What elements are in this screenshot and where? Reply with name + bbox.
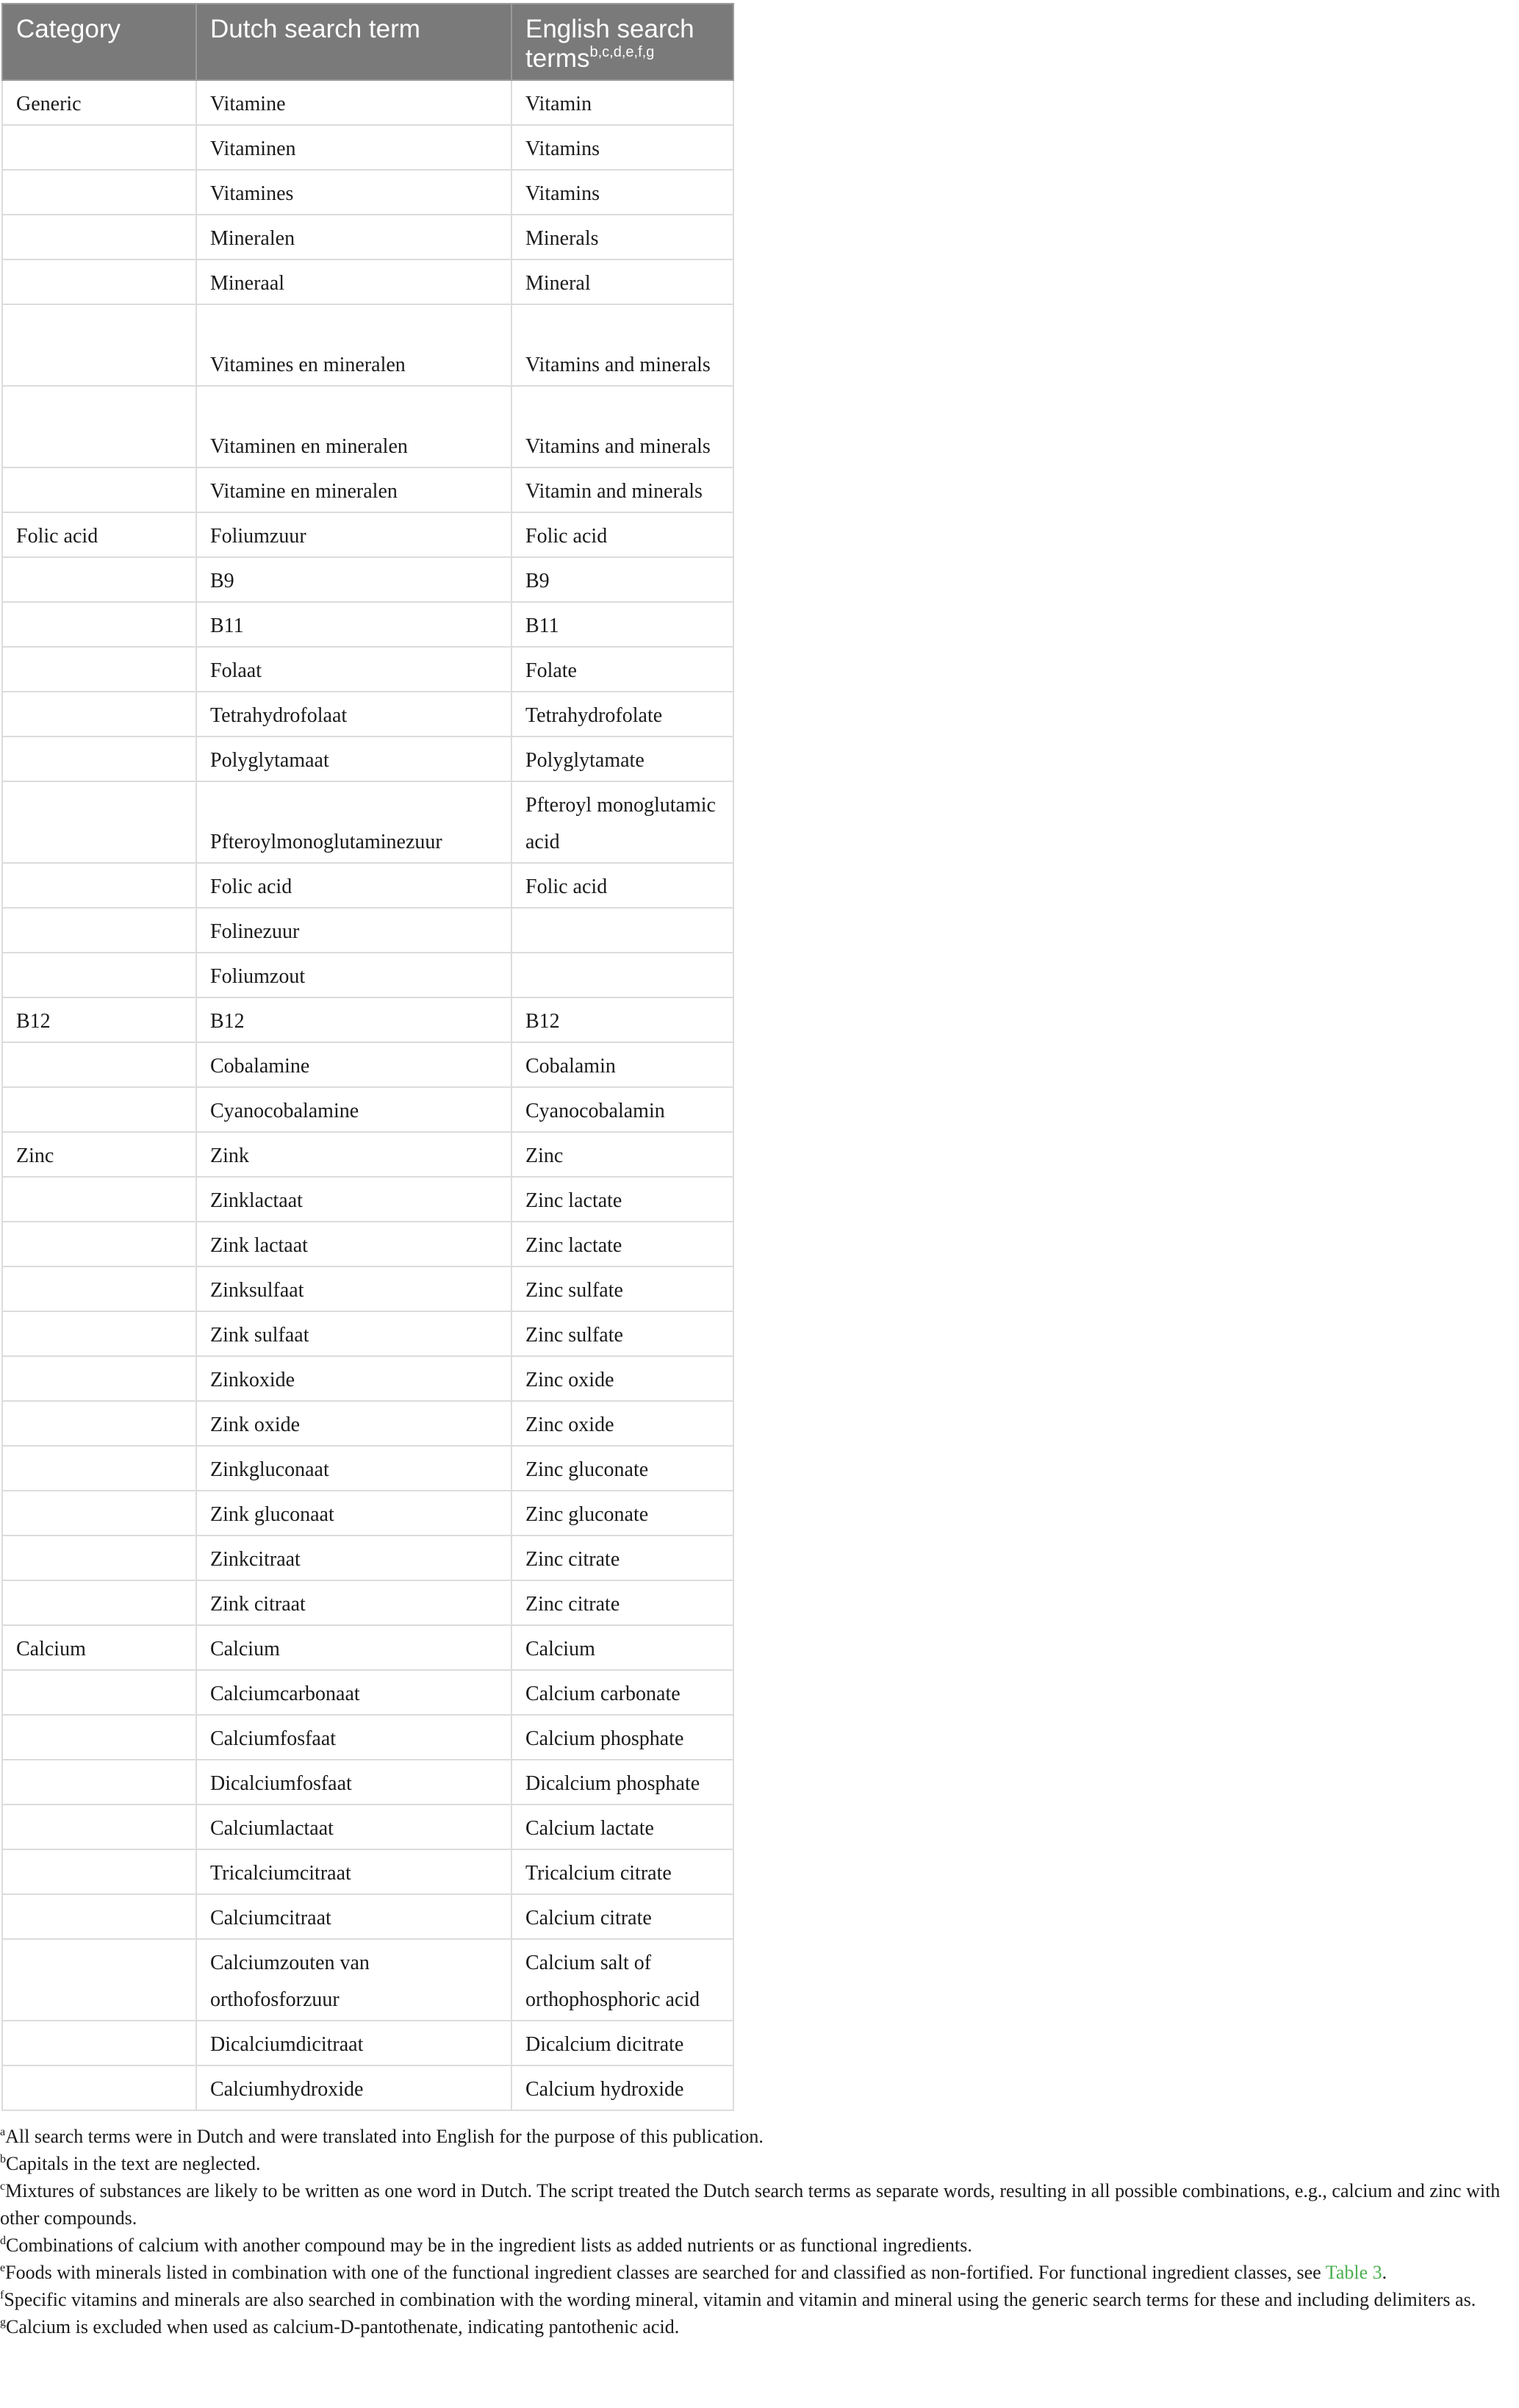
cell-category (2, 1849, 196, 1894)
cell-category (2, 1670, 196, 1715)
table-row (2, 692, 733, 737)
cell-category (2, 125, 196, 170)
cell-dutch-term: Zinkcitraat (196, 1536, 511, 1580)
footnote-mark: g (0, 2316, 6, 2329)
cell-dutch-term: Vitaminen (196, 125, 511, 170)
footnote (0, 2150, 1514, 2177)
header-dutch-term: Dutch search term (196, 4, 511, 80)
cell-dutch-term: Foliumzuur (196, 512, 511, 557)
cell-english-term: Zinc citrate (511, 1580, 733, 1625)
cell-dutch-term: Vitamine (196, 80, 511, 125)
cell-dutch-term: Folic acid (196, 863, 511, 908)
footnote-mark: a (0, 2126, 6, 2138)
cell-dutch-term: Cyanocobalamine (196, 1087, 511, 1132)
table-row (2, 1760, 733, 1805)
cell-english-term: Zinc oxide (511, 1356, 733, 1401)
cell-category (2, 863, 196, 908)
cell-category (2, 467, 196, 512)
cell-category: Zinc (2, 1132, 196, 1177)
cell-dutch-term: Zink sulfaat (196, 1311, 511, 1356)
cell-dutch-term: Zink gluconaat (196, 1491, 511, 1536)
table-row (2, 512, 733, 557)
footnote-mark: d (0, 2235, 6, 2247)
cell-category (2, 602, 196, 647)
cell-category (2, 1894, 196, 1939)
cell-english-term: Calcium hydroxide (511, 2065, 733, 2110)
cell-dutch-term: Pfteroylmonoglutaminezuur (196, 781, 511, 863)
cell-english-term: Polyglytamate (511, 737, 733, 781)
cell-english-term: Zinc lactate (511, 1177, 733, 1222)
cell-dutch-term: Folaat (196, 647, 511, 692)
header-english-terms (511, 4, 733, 80)
table-row (2, 1715, 733, 1760)
cell-english-term: Cobalamin (511, 1042, 733, 1087)
table-row (2, 1625, 733, 1670)
table-row (2, 602, 733, 647)
footnote-text-end: . (1382, 2262, 1387, 2283)
table-row (2, 953, 733, 997)
cell-english-term: Minerals (511, 215, 733, 259)
cell-category (2, 1536, 196, 1580)
table-row (2, 1177, 733, 1222)
cell-category (2, 953, 196, 997)
table-row (2, 1580, 733, 1625)
cell-dutch-term: Calciumzouten van orthofosforzuur (196, 1939, 511, 2021)
cell-english-term: Tetrahydrofolate (511, 692, 733, 737)
cell-english-term: Calcium carbonate (511, 1670, 733, 1715)
footnote (0, 2232, 1514, 2259)
cell-category: B12 (2, 997, 196, 1042)
table-row (2, 386, 733, 467)
table-row (2, 304, 733, 386)
table-row (2, 557, 733, 602)
cell-english-term: Vitamins (511, 125, 733, 170)
search-terms-table (1, 3, 734, 2111)
cell-english-term: Cyanocobalamin (511, 1087, 733, 1132)
cell-category (2, 1356, 196, 1401)
cell-category (2, 215, 196, 259)
cell-english-term: Zinc gluconate (511, 1446, 733, 1491)
cell-dutch-term: Tetrahydrofolaat (196, 692, 511, 737)
cell-category (2, 1222, 196, 1266)
cell-dutch-term: B9 (196, 557, 511, 602)
cell-category (2, 1805, 196, 1849)
cell-dutch-term: Zinkgluconaat (196, 1446, 511, 1491)
footnote-mark: c (0, 2180, 6, 2193)
table-row (2, 1894, 733, 1939)
cell-category: Calcium (2, 1625, 196, 1670)
cell-dutch-term: Tricalciumcitraat (196, 1849, 511, 1894)
cell-category (2, 304, 196, 386)
table-row (2, 125, 733, 170)
cell-dutch-term: Foliumzout (196, 953, 511, 997)
table-row (2, 863, 733, 908)
cell-category (2, 1311, 196, 1356)
cell-category: Folic acid (2, 512, 196, 557)
table-row (2, 781, 733, 863)
cell-english-term: Tricalcium citrate (511, 1849, 733, 1894)
cell-english-term: Calcium phosphate (511, 1715, 733, 1760)
cell-dutch-term: Zink oxide (196, 1401, 511, 1446)
cell-dutch-term: Mineraal (196, 259, 511, 304)
table-row (2, 1805, 733, 1849)
table-row (2, 1311, 733, 1356)
cell-english-term (511, 908, 733, 953)
cell-dutch-term: Zinksulfaat (196, 1266, 511, 1311)
cell-english-term: Calcium (511, 1625, 733, 1670)
header-category: Category (2, 4, 196, 80)
table-row (2, 80, 733, 125)
cell-category (2, 170, 196, 215)
cell-dutch-term: Cobalamine (196, 1042, 511, 1087)
cell-dutch-term: Dicalciumdicitraat (196, 2021, 511, 2065)
cell-english-term: B11 (511, 602, 733, 647)
table-row (2, 1849, 733, 1894)
cell-english-term: Vitamin (511, 80, 733, 125)
cell-dutch-term: B11 (196, 602, 511, 647)
cell-category (2, 1715, 196, 1760)
footnote-text: Mixtures of substances are likely to be written as one word in Dutch. The script treated the Dutch search terms as separate words, resulting in all possible combinations, e.g., calcium and zinc with other compounds. (0, 2180, 1501, 2229)
cell-english-term: Vitamins and minerals (511, 304, 733, 386)
cell-english-term: B9 (511, 557, 733, 602)
cell-english-term: B12 (511, 997, 733, 1042)
table-row (2, 1222, 733, 1266)
cell-dutch-term: Mineralen (196, 215, 511, 259)
cell-dutch-term: Zinklactaat (196, 1177, 511, 1222)
footnote-text: Combinations of calcium with another compound may be in the ingredient lists as added nutrients or as functional ingredients. (6, 2235, 972, 2256)
table-row (2, 997, 733, 1042)
cell-english-term: Zinc sulfate (511, 1311, 733, 1356)
cell-dutch-term: Calciumcitraat (196, 1894, 511, 1939)
cell-category (2, 557, 196, 602)
cell-english-term: Dicalcium phosphate (511, 1760, 733, 1805)
cell-english-term: Zinc lactate (511, 1222, 733, 1266)
cell-dutch-term: Dicalciumfosfaat (196, 1760, 511, 1805)
cell-english-term: Folate (511, 647, 733, 692)
cell-category (2, 386, 196, 467)
cell-category (2, 1580, 196, 1625)
cell-dutch-term: Calcium (196, 1625, 511, 1670)
cell-english-term: Zinc sulfate (511, 1266, 733, 1311)
cell-category (2, 737, 196, 781)
cell-category (2, 2021, 196, 2065)
cell-dutch-term: Calciumlactaat (196, 1805, 511, 1849)
table-row (2, 1670, 733, 1715)
cell-dutch-term: Calciumcarbonaat (196, 1670, 511, 1715)
table-row (2, 467, 733, 512)
table-row (2, 737, 733, 781)
table-row (2, 215, 733, 259)
cell-category (2, 1266, 196, 1311)
cell-english-term: Mineral (511, 259, 733, 304)
cell-dutch-term: Calciumhydroxide (196, 2065, 511, 2110)
cell-dutch-term: Vitamines en mineralen (196, 304, 511, 386)
header-footnote-marks: b,c,d,e,f,g (589, 44, 655, 60)
cell-category (2, 259, 196, 304)
table-row (2, 2065, 733, 2110)
table-reference-link[interactable]: Table 3 (1325, 2262, 1382, 2283)
cell-english-term: Zinc (511, 1132, 733, 1177)
cell-dutch-term: Zink lactaat (196, 1222, 511, 1266)
cell-english-term: Vitamins and minerals (511, 386, 733, 467)
cell-dutch-term: Vitamines (196, 170, 511, 215)
cell-english-term: Calcium citrate (511, 1894, 733, 1939)
cell-category (2, 1446, 196, 1491)
header-row (2, 4, 733, 80)
cell-english-term: Vitamin and minerals (511, 467, 733, 512)
footnote-text: All search terms were in Dutch and were translated into English for the purpose of this publication. (5, 2126, 764, 2147)
table-header (2, 4, 733, 80)
table-row (2, 2021, 733, 2065)
cell-category (2, 1760, 196, 1805)
table-row (2, 1491, 733, 1536)
cell-category (2, 781, 196, 863)
footnote (0, 2286, 1514, 2313)
cell-dutch-term: Vitamine en mineralen (196, 467, 511, 512)
cell-category (2, 908, 196, 953)
footnote (0, 2123, 1514, 2150)
cell-category (2, 1939, 196, 2021)
cell-english-term: Dicalcium dicitrate (511, 2021, 733, 2065)
cell-english-term: Calcium salt of orthophosphoric acid (511, 1939, 733, 2021)
cell-dutch-term: B12 (196, 997, 511, 1042)
cell-dutch-term: Zink citraat (196, 1580, 511, 1625)
footnote-text: Specific vitamins and minerals are also searched in combination with the wording mineral, vitamin and vitamin and mineral using the generic search terms for these and including delimiters as. (4, 2289, 1476, 2310)
table-row (2, 259, 733, 304)
footnote-mark: e (0, 2262, 6, 2274)
table-row (2, 1536, 733, 1580)
cell-english-term: Calcium lactate (511, 1805, 733, 1849)
table-row (2, 647, 733, 692)
table-row (2, 1132, 733, 1177)
table-row (2, 170, 733, 215)
footnote (0, 2177, 1514, 2232)
footnote-mark: b (0, 2153, 6, 2165)
cell-dutch-term: Folinezuur (196, 908, 511, 953)
cell-english-term: Zinc gluconate (511, 1491, 733, 1536)
footnote-text: Capitals in the text are neglected. (6, 2153, 261, 2174)
cell-category (2, 1401, 196, 1446)
cell-english-term: Folic acid (511, 512, 733, 557)
cell-english-term: Zinc oxide (511, 1401, 733, 1446)
table-row (2, 1042, 733, 1087)
cell-category (2, 1177, 196, 1222)
footnote-mark: f (0, 2289, 4, 2301)
cell-category (2, 647, 196, 692)
cell-category: Generic (2, 80, 196, 125)
cell-english-term: Folic acid (511, 863, 733, 908)
cell-category (2, 1042, 196, 1087)
footnote (0, 2259, 1514, 2286)
cell-english-term: Vitamins (511, 170, 733, 215)
cell-english-term: Pfteroyl monoglutamic acid (511, 781, 733, 863)
cell-dutch-term: Calciumfosfaat (196, 1715, 511, 1760)
table-row (2, 1939, 733, 2021)
cell-dutch-term: Zink (196, 1132, 511, 1177)
table-row (2, 1446, 733, 1491)
cell-dutch-term: Vitaminen en mineralen (196, 386, 511, 467)
cell-english-term (511, 953, 733, 997)
cell-category (2, 2065, 196, 2110)
cell-english-term: Zinc citrate (511, 1536, 733, 1580)
table-row (2, 1266, 733, 1311)
footnote-text: Calcium is excluded when used as calcium-D-pantothenate, indicating pantothenic acid. (6, 2316, 680, 2337)
table-row (2, 908, 733, 953)
table-row (2, 1401, 733, 1446)
table-row (2, 1356, 733, 1401)
cell-dutch-term: Polyglytamaat (196, 737, 511, 781)
footnotes (0, 2123, 1514, 2340)
header-english-label: English search terms (525, 15, 694, 73)
footnote-text: Foods with minerals listed in combination with one of the functional ingredient classes are searched for and classified as non-fortified. For functional ingredient classes, see (5, 2262, 1326, 2283)
table-row (2, 1087, 733, 1132)
cell-dutch-term: Zinkoxide (196, 1356, 511, 1401)
cell-category (2, 1491, 196, 1536)
cell-category (2, 692, 196, 737)
cell-category (2, 1087, 196, 1132)
table-body (2, 80, 733, 2110)
footnote (0, 2313, 1514, 2340)
